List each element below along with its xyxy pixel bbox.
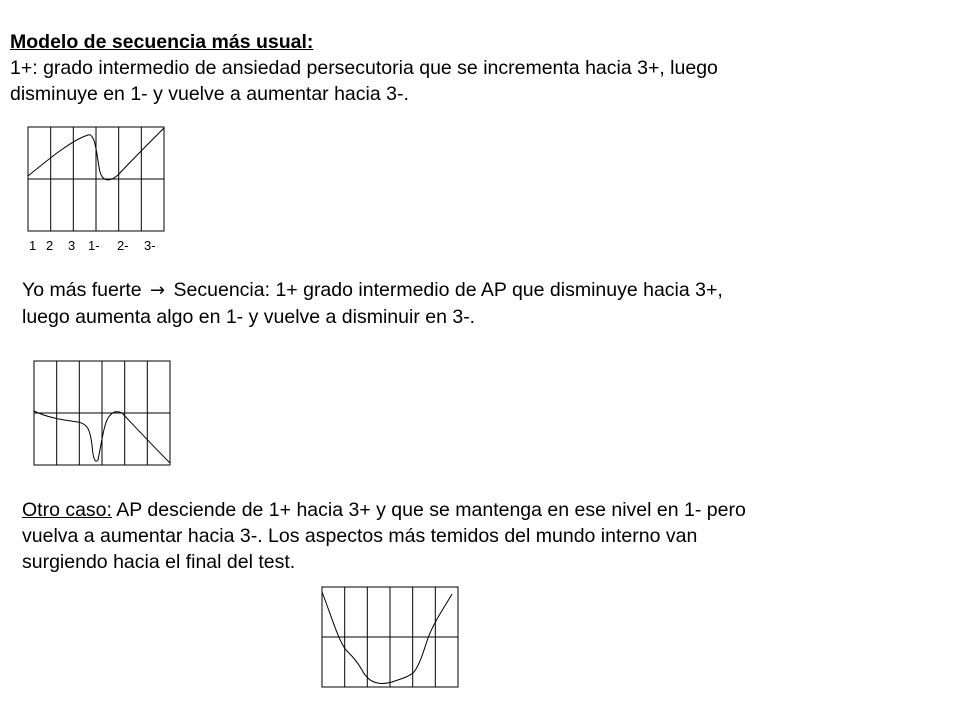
tick-label: 3-	[144, 238, 156, 253]
section1-line1: 1+: grado intermedio de ansiedad persecutoria que se incrementa hacia 3+, luego	[10, 57, 718, 79]
tick-label: 3	[68, 238, 76, 253]
section3-line1-rest: AP desciende de 1+ hacia 3+ y que se mantenga en ese nivel en 1- pero	[111, 499, 746, 521]
graph1-tick-labels	[0, 238, 200, 254]
section2-line1	[22, 277, 922, 304]
section2-text	[22, 277, 922, 330]
section1-text	[10, 29, 930, 107]
tick-label: 2	[46, 238, 54, 253]
section1-line2: disminuye en 1- y vuelve a aumentar hacia 3-.	[10, 83, 409, 105]
graph2-frame	[34, 361, 170, 465]
otro-caso-label: Otro caso:	[22, 499, 112, 521]
section2-line1-rest: Secuencia: 1+ grado intermedio de AP que disminuye hacia 3+,	[173, 279, 723, 301]
section2-line2: luego aumenta algo en 1- y vuelve a disminuir en 3-.	[22, 306, 476, 328]
graph3-frame	[322, 587, 458, 687]
section1-title: Modelo de secuencia más usual:	[10, 31, 314, 53]
tick-label: 1-	[88, 238, 100, 253]
section3-text	[22, 497, 916, 575]
tick-label: 1	[29, 238, 37, 253]
graph1-frame	[28, 127, 164, 231]
graph2-curve	[34, 411, 170, 463]
section3-line2: vuelva a aumentar hacia 3-. Los aspectos más temidos del mundo interno van	[22, 525, 698, 547]
graph3-curve	[322, 592, 452, 684]
graph1-curve	[28, 128, 164, 180]
section3-line1	[22, 497, 916, 523]
arrow-right-icon: →	[150, 280, 166, 301]
yo-mas-fuerte-label: Yo más fuerte	[22, 279, 142, 301]
tick-label: 2-	[117, 238, 129, 253]
section3-line3: surgiendo hacia el final del test.	[22, 551, 296, 573]
